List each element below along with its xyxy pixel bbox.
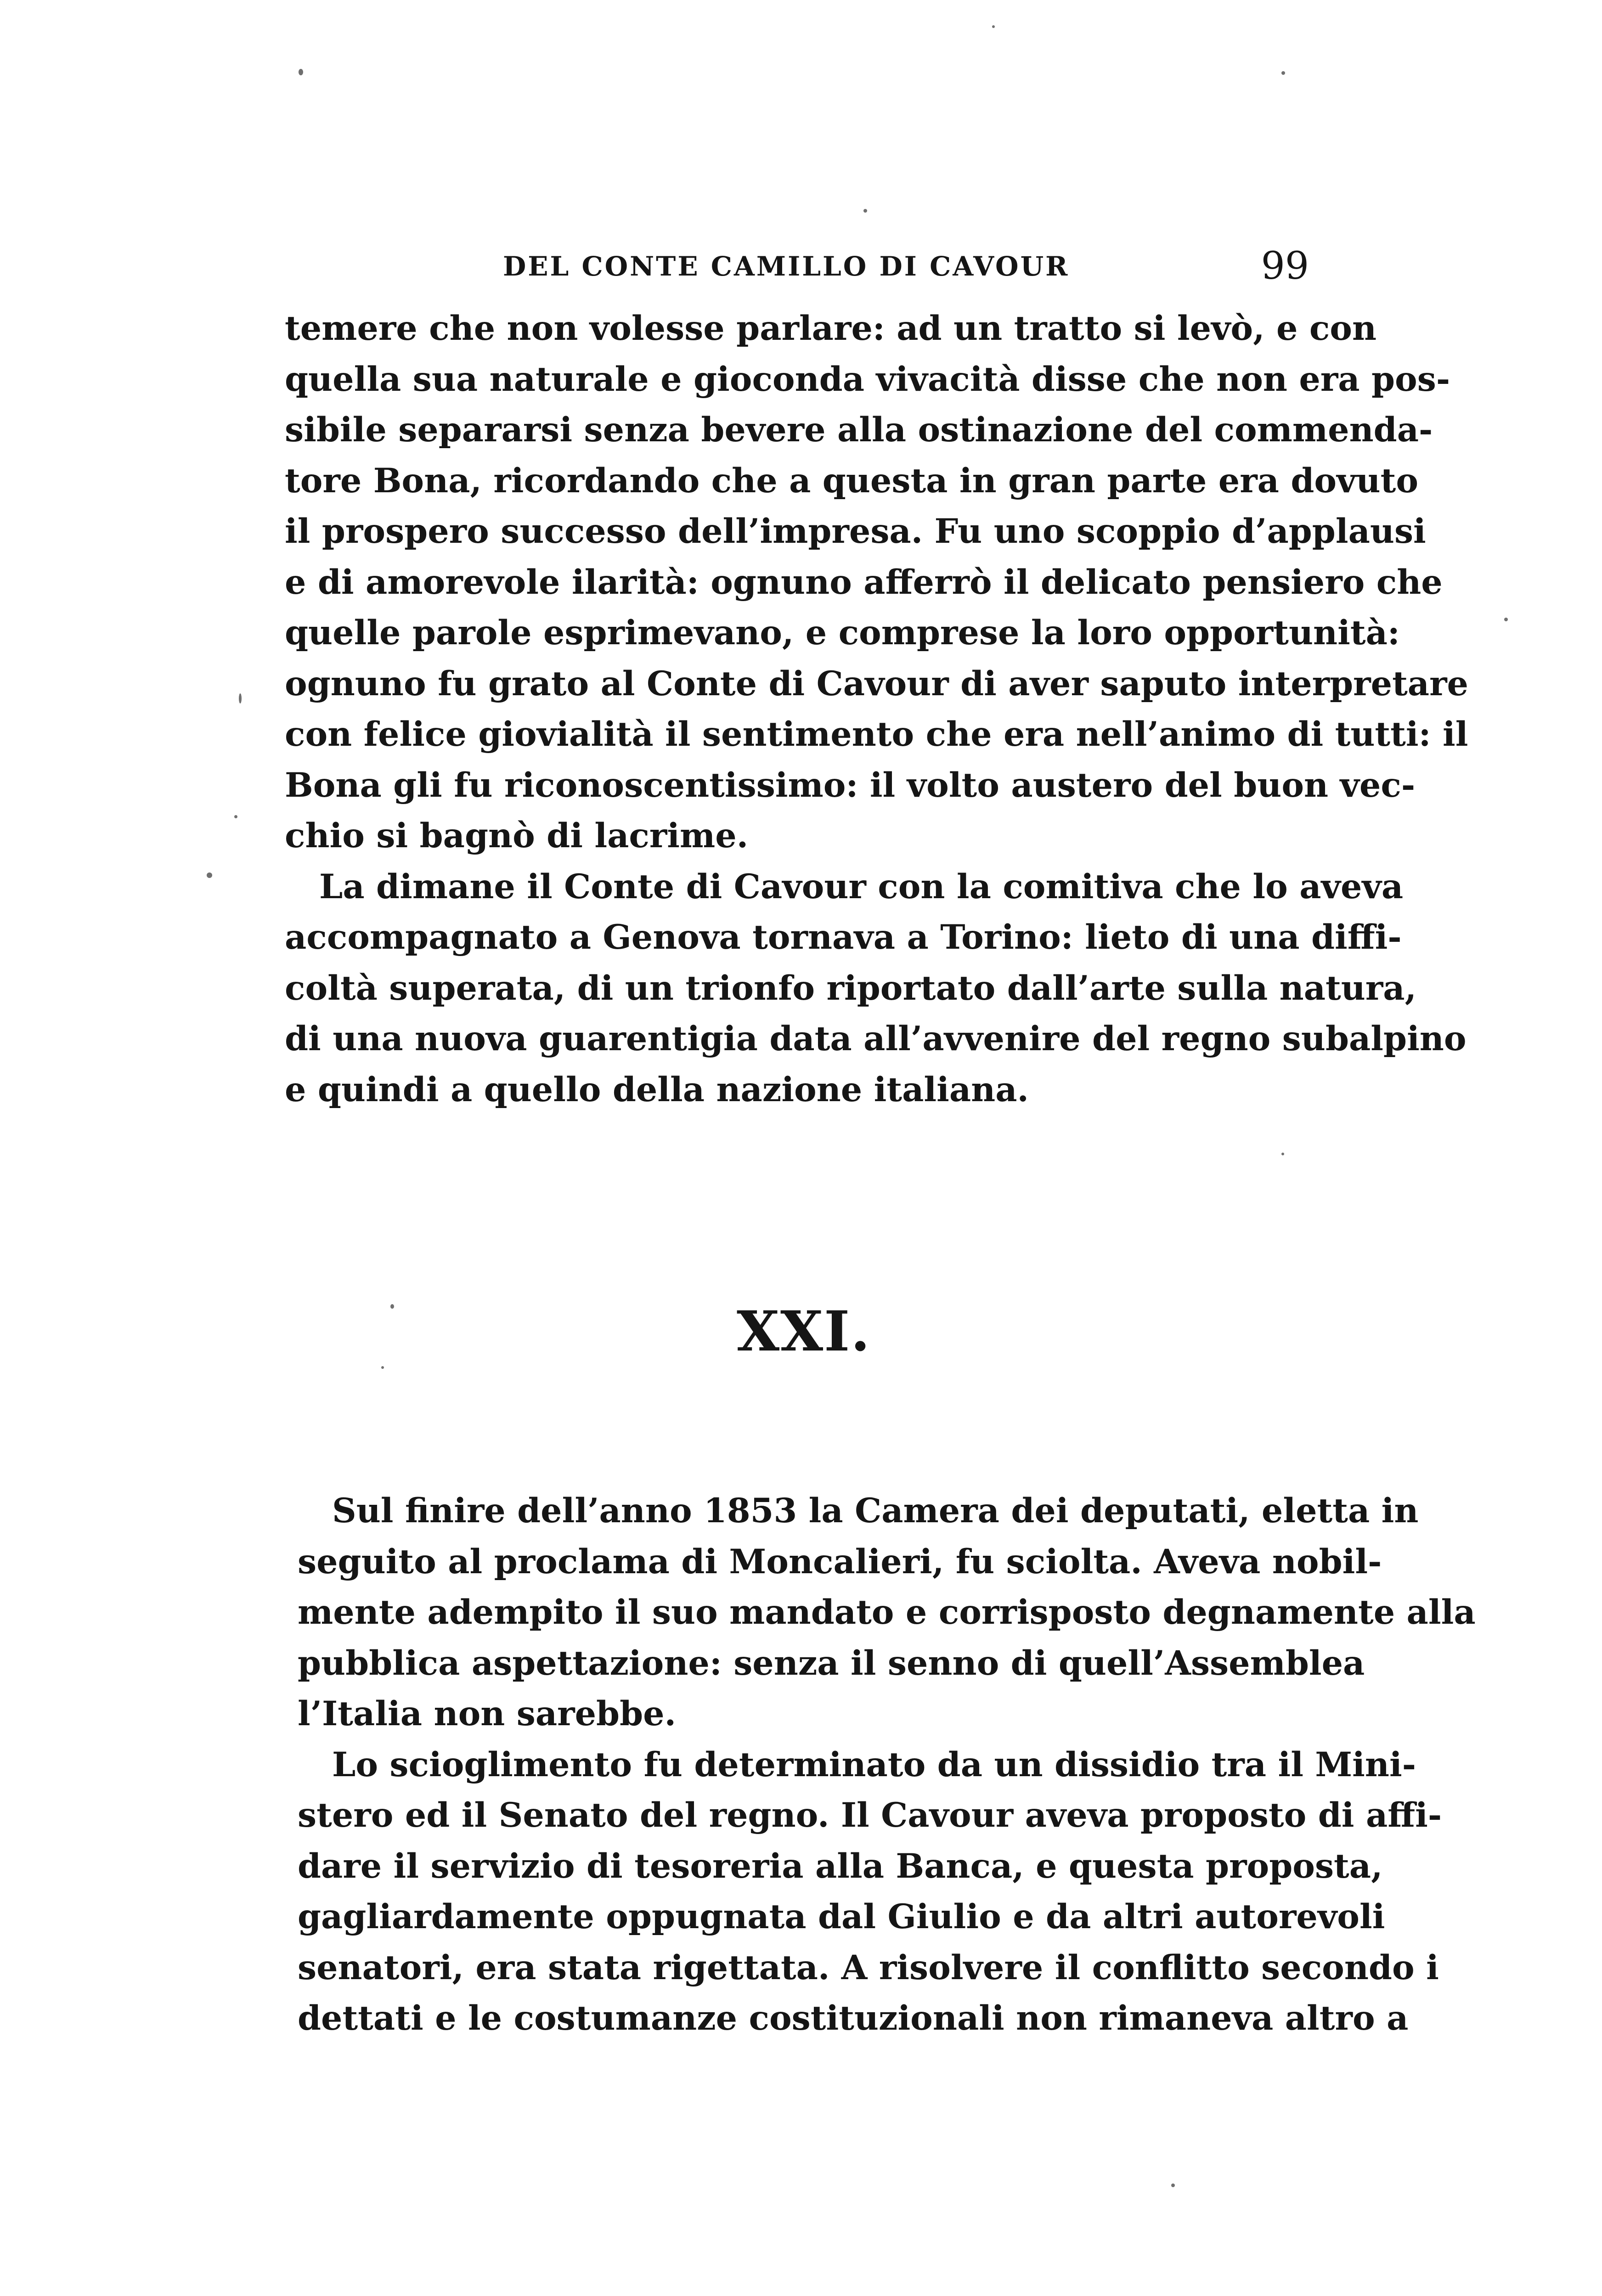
text-line: il prospero successo dell’impresa. Fu uno scoppio d’applausi — [285, 512, 1426, 551]
text-line: La dimane il Conte di Cavour con la comitiva che lo aveva — [319, 867, 1404, 906]
text-line: e di amorevole ilarità: ognuno afferrò il delicato pensiero che — [285, 562, 1443, 602]
text-line: chio si bagnò di lacrime. — [285, 816, 749, 855]
text-line: mente adempito il suo mandato e corrisposto degnamente alla — [298, 1593, 1476, 1632]
text-line: dettati e le costumanze costituzionali non rimaneva altro a — [298, 1998, 1409, 2038]
text-line: senatori, era stata rigettata. A risolvere il conflitto secondo i — [298, 1947, 1439, 1987]
page-number: 99 — [1261, 244, 1309, 288]
text-line: dare il servizio di tesoreria alla Banca, e questa proposta, — [298, 1846, 1383, 1886]
scan-speck — [390, 1304, 394, 1309]
text-line: quelle parole esprimevano, e comprese la loro opportunità: — [285, 613, 1400, 653]
text-line: quella sua naturale e gioconda vivacità disse che non era pos- — [285, 359, 1450, 399]
text-line: sibile separarsi senza bevere alla ostinazione del commenda- — [285, 410, 1433, 450]
scan-speck — [1504, 618, 1508, 621]
text-line: ognuno fu grato al Conte di Cavour di aver saputo interpretare — [285, 664, 1468, 703]
scan-speck — [863, 209, 867, 213]
text-line: Sul finire dell’anno 1853 la Camera dei deputati, eletta in — [332, 1491, 1419, 1531]
text-line: gagliardamente oppugnata dal Giulio e da altri autorevoli — [298, 1897, 1385, 1936]
scan-speck — [207, 872, 212, 878]
scan-speck — [234, 815, 237, 818]
text-line: accompagnato a Genova tornava a Torino: lieto di una diffi- — [285, 917, 1402, 957]
text-line: coltà superata, di un trionfo riportato dall’arte sulla natura, — [285, 968, 1416, 1008]
running-head — [285, 246, 1309, 287]
text-line: di una nuova guarentigia data all’avvenire del regno subalpino — [285, 1019, 1467, 1058]
text-line: tore Bona, ricordando che a questa in gran parte era dovuto — [285, 461, 1419, 501]
text-line: temere che non volesse parlare: ad un tratto si levò, e con — [285, 309, 1377, 348]
scan-speck — [299, 69, 303, 75]
text-line: pubblica aspettazione: senza il senno di quell’Assemblea — [298, 1643, 1365, 1683]
text-line: l’Italia non sarebbe. — [298, 1694, 676, 1733]
text-line: Bona gli fu riconoscentissimo: il volto austero del buon vec- — [285, 765, 1416, 805]
text-line: stero ed il Senato del regno. Il Cavour aveva proposto di affi- — [298, 1795, 1442, 1835]
scan-speck — [1281, 71, 1285, 75]
running-title: DEL CONTE CAMILLO DI CAVOUR — [503, 251, 1070, 282]
scan-speck — [1281, 1153, 1284, 1155]
text-section-2 — [298, 1486, 1476, 2044]
scan-speck — [992, 25, 995, 28]
text-line: seguito al proclama di Moncalieri, fu sciolta. Aveva nobil- — [298, 1542, 1382, 1581]
text-section-1 — [285, 303, 1468, 1115]
text-line: con felice giovialità il sentimento che era nell’animo di tutti: il — [285, 715, 1468, 754]
chapter-heading: XXI. — [736, 1299, 871, 1364]
text-line: e quindi a quello della nazione italiana. — [285, 1069, 1029, 1109]
scan-speck — [239, 693, 242, 703]
text-line: Lo scioglimento fu determinato da un dissidio tra il Mini- — [332, 1745, 1416, 1784]
scan-speck — [381, 1366, 384, 1369]
scan-speck — [1171, 2183, 1175, 2187]
